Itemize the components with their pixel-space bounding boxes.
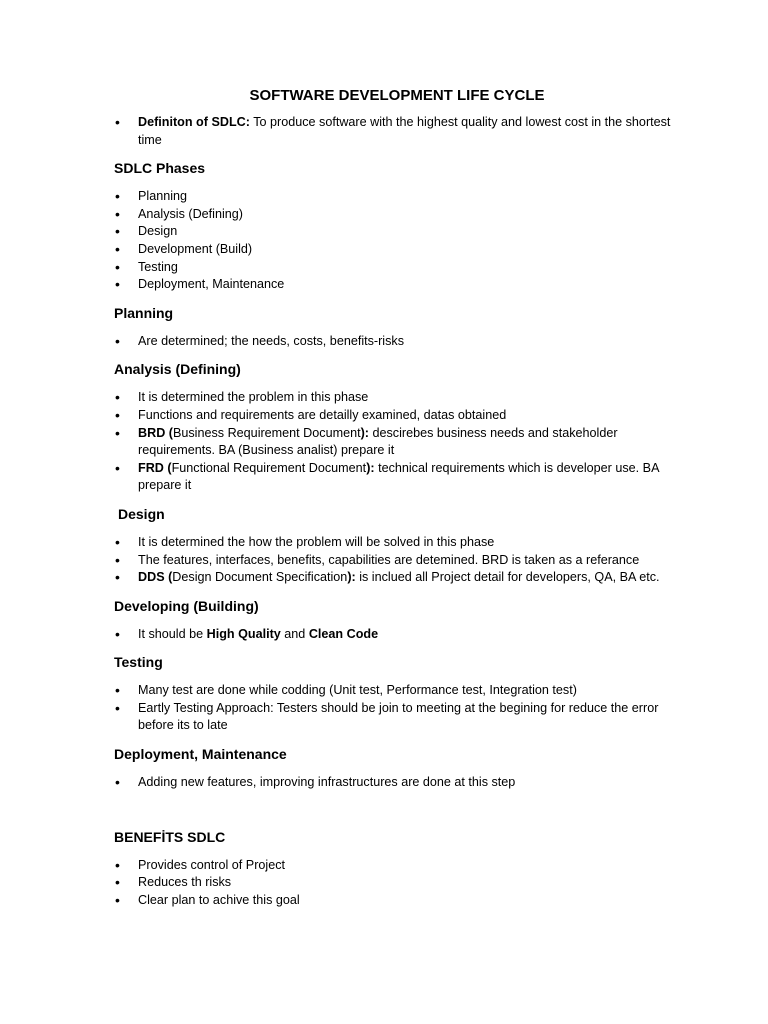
list-item: • It is determined the how the problem will be solved in this phase bbox=[114, 534, 680, 552]
deployment-list bbox=[114, 774, 680, 792]
dds-text: is inclued all Project detail for developers, QA, BA etc. bbox=[355, 570, 660, 585]
design-list bbox=[114, 534, 680, 587]
list-item: • Many test are done while codding (Unit test, Performance test, Integration test) bbox=[114, 682, 680, 700]
developing-bold-quality: High Quality bbox=[206, 626, 281, 641]
definition-text: To produce software with the highest quality and lowest cost in the shortest time bbox=[138, 115, 671, 147]
list-item-frd bbox=[114, 460, 680, 495]
heading-analysis: Analysis (Defining) bbox=[114, 361, 241, 378]
list-item: • Adding new features, improving infrastructures are done at this step bbox=[114, 774, 680, 792]
heading-benefits: BENEFİTS SDLC bbox=[114, 828, 226, 845]
developing-bold-clean-code: Clean Code bbox=[308, 626, 379, 641]
developing-middle: and bbox=[280, 626, 309, 641]
list-item: • Eartly Testing Approach: Testers should be join to meeting at the begining for reduce the error before its to late bbox=[114, 700, 680, 735]
testing-list bbox=[114, 682, 680, 735]
brd-full: Business Requirement Document bbox=[172, 425, 361, 440]
frd-close: ): bbox=[366, 460, 375, 475]
frd-text: technical requirements which is developer use. BA prepare it bbox=[138, 460, 659, 493]
heading-design: Design bbox=[118, 505, 165, 522]
heading-developing: Developing (Building) bbox=[114, 597, 259, 614]
document-page bbox=[114, 86, 680, 909]
list-item: • It is determined the problem in this phase bbox=[114, 389, 680, 407]
brd-text: descirebes business needs and stakeholder requirements. BA (Business analist) prepare it bbox=[138, 425, 618, 458]
list-item: • The features, interfaces, benefits, capabilities are detemined. BRD is taken as a referance bbox=[114, 552, 680, 570]
list-item: • Are determined; the needs, costs, benefits-risks bbox=[114, 333, 680, 351]
phases-list bbox=[114, 188, 680, 294]
dds-full: Design Document Specification bbox=[172, 570, 348, 585]
brd-abbr: BRD ( bbox=[138, 425, 173, 440]
brd-close: ): bbox=[360, 425, 369, 440]
list-item: • Design bbox=[114, 223, 680, 241]
list-item: • Functions and requirements are detailly examined, datas obtained bbox=[114, 407, 680, 425]
list-item bbox=[114, 626, 680, 644]
list-item: • Deployment, Maintenance bbox=[114, 276, 680, 294]
benefits-list bbox=[114, 857, 680, 910]
list-item-dds bbox=[114, 569, 680, 587]
planning-list bbox=[114, 333, 680, 351]
list-item: • Development (Build) bbox=[114, 241, 680, 259]
list-item: • Clear plan to achive this goal bbox=[114, 892, 680, 910]
developing-prefix: It should be bbox=[138, 626, 207, 641]
list-item: • Provides control of Project bbox=[114, 857, 680, 875]
heading-sdlc-phases: SDLC Phases bbox=[114, 160, 206, 177]
list-item: • Reduces th risks bbox=[114, 874, 680, 892]
frd-abbr: FRD ( bbox=[138, 460, 172, 475]
definition-label: Definiton of SDLC: bbox=[138, 115, 250, 129]
list-item: • Testing bbox=[114, 259, 680, 277]
heading-deployment: Deployment, Maintenance bbox=[114, 746, 287, 763]
dds-close: ): bbox=[347, 570, 356, 585]
list-item: • Planning bbox=[114, 188, 680, 206]
heading-planning: Planning bbox=[114, 304, 174, 321]
spacer bbox=[114, 792, 680, 818]
definition-list bbox=[114, 114, 680, 149]
document-title: SOFTWARE DEVELOPMENT LIFE CYCLE bbox=[249, 87, 545, 104]
heading-testing: Testing bbox=[114, 654, 163, 671]
developing-list bbox=[114, 626, 680, 644]
dds-abbr: DDS ( bbox=[138, 570, 173, 585]
list-item: • Analysis (Defining) bbox=[114, 206, 680, 224]
definition-item bbox=[114, 114, 680, 149]
list-item-brd bbox=[114, 425, 680, 460]
frd-full: Functional Requirement Document bbox=[171, 460, 367, 475]
analysis-list bbox=[114, 389, 680, 495]
